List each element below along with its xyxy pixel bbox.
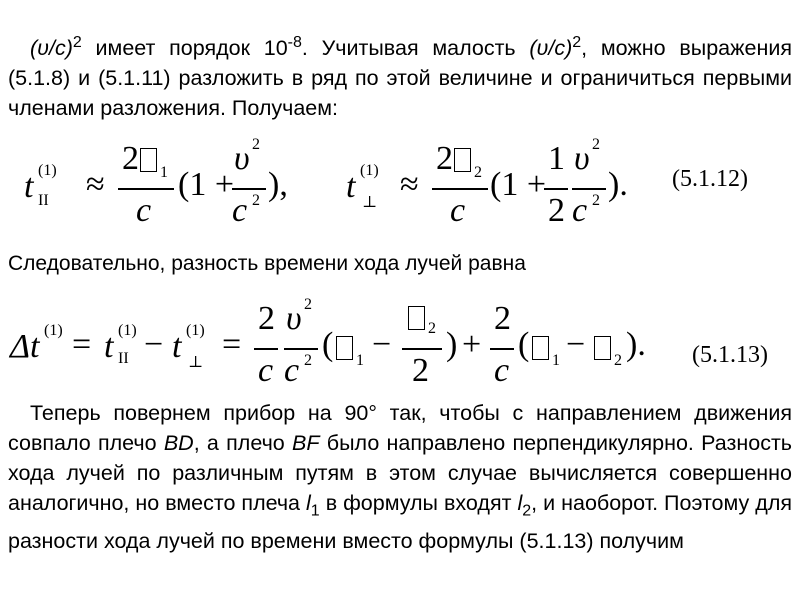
t-symbol: t [24,168,34,205]
open-paren: ( [322,326,334,363]
paragraph-intro [8,28,792,123]
equation-5-1-13 [0,298,800,390]
fraction-bar [118,188,174,190]
subscript: 1 [310,502,320,520]
numerator-one: 1 [548,140,565,177]
fraction-bar [572,188,606,190]
arm-bd: BD [163,431,194,455]
denominator-c: c [450,192,466,229]
unknown-glyph [140,148,157,175]
minus-sign: − [566,326,586,363]
unknown-glyph [454,148,471,175]
superscript: (1) [38,162,57,179]
t-symbol: t [172,328,182,365]
numerator-two: 2 [494,300,511,337]
text: было направлено перпендикулярно. Разность хода лучей по различным путям в этом случае вычисляется совершенно аналогично, но вместо плеча [8,431,792,515]
t-symbol: t [104,328,114,365]
fraction-bar [284,348,318,350]
text: в формулы входят [319,491,518,515]
denominator-two: 2 [412,352,429,389]
denominator-c: c [572,192,588,229]
v-over-c: (υ/c) [30,36,73,61]
text: , и наоборот. Поэтому для разности хода лучей по времени вместо формулы (5.1.13) получим [8,491,793,554]
l-symbol: l [306,491,311,515]
subscript-parallel: II [118,350,129,367]
superscript: (1) [186,322,205,339]
superscript: 2 [592,136,600,153]
caption-difference: Следовательно, разность времени хода лучей равна [8,252,526,275]
numerator-two: 2 [436,140,453,177]
delta-t: Δt [10,328,40,365]
superscript: (1) [360,162,379,179]
open-one-plus: (1 + [178,166,234,203]
close-paren: ). [626,326,646,363]
denominator-c: c [232,192,248,229]
open-paren: ( [518,326,530,363]
unknown-glyph [408,306,425,333]
open-one-plus: (1 + [490,166,546,203]
subscript: 2 [522,502,532,520]
equation-number-5-1-12: (5.1.12) [672,166,748,192]
unknown-glyph [594,336,611,363]
subscript: 1 [160,164,168,181]
close-paren: ), [268,166,288,203]
upsilon: υ [574,140,590,177]
upsilon: υ [286,300,302,337]
subscript: 2 [474,164,482,181]
upsilon: υ [234,140,250,177]
v-over-c: (υ/c) [529,36,573,61]
l-symbol: l [517,491,523,515]
text: , можно выражения (5.1.8) и (5.1.11) разложить в ряд по этой величине и ограничиться первыми членами разложения. Получаем: [8,36,792,121]
numerator-two: 2 [122,140,139,177]
minus-sign: − [144,326,164,363]
arm-bf: BF [292,431,320,455]
fraction-bar [432,188,488,190]
subscript: 2 [614,352,622,369]
denominator-c: c [258,352,274,389]
superscript: (1) [118,322,137,339]
denominator-c: c [494,352,510,389]
fraction-bar [544,188,568,190]
unknown-glyph [532,336,549,363]
approx-sign: ≈ [86,166,105,203]
numerator-two: 2 [258,300,275,337]
approx-sign: ≈ [400,166,419,203]
denominator-two: 2 [548,192,565,229]
equation-number-5-1-13: (5.1.13) [692,342,768,368]
subscript-parallel: II [38,192,49,209]
text: имеет порядок 10 [81,36,288,61]
subscript-perp: ⊥ [188,354,204,371]
superscript: (1) [44,322,63,339]
subscript-perp: ⊥ [362,194,378,211]
superscript: 2 [72,34,82,51]
equals-sign: = [72,326,92,363]
denominator-c: c [284,352,300,389]
fraction-bar [232,188,266,190]
unknown-glyph [336,336,353,363]
text: Теперь повернем прибор на 90° так, чтобы с направлением движения совпало плечо [8,401,792,455]
denominator-c: c [136,192,152,229]
superscript: 2 [304,296,312,313]
superscript: 2 [304,352,312,369]
equals-sign: = [222,326,242,363]
superscript: -8 [287,34,302,51]
close-paren: ) [446,326,458,363]
close-paren: ). [608,166,628,203]
fraction-bar [402,348,442,350]
subscript: 1 [356,352,364,369]
superscript: 2 [252,192,260,209]
fraction-bar [254,348,278,350]
superscript: 2 [252,136,260,153]
paragraph-rotation [8,398,792,556]
t-symbol: t [346,168,356,205]
text: , а плечо [193,431,293,455]
subscript: 2 [428,320,436,337]
text: . Учитывая малость [301,36,530,61]
subscript: 1 [552,352,560,369]
fraction-bar [490,348,514,350]
minus-sign: − [372,326,392,363]
superscript: 2 [592,192,600,209]
plus-sign: + [462,326,482,363]
superscript: 2 [572,34,582,51]
